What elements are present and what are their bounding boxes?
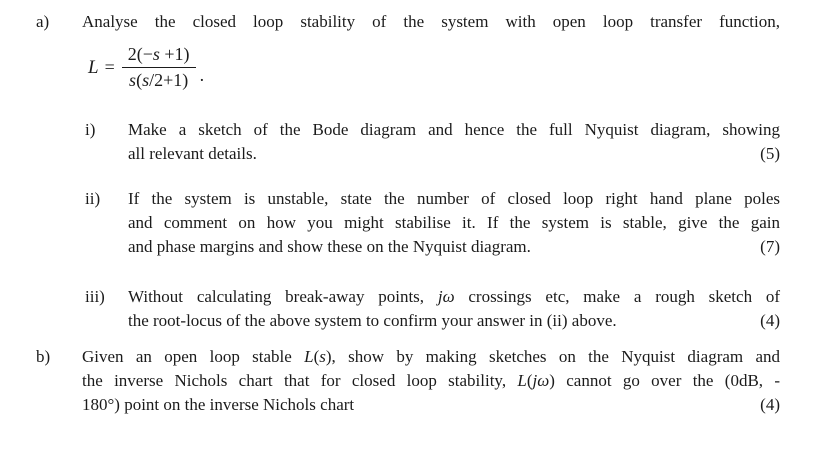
text-segment: the inverse Nichols chart that for closed loop stability, bbox=[82, 371, 518, 390]
formula-equals-sign: = bbox=[104, 56, 115, 77]
text-segment: crossings etc, make a rough sketch of bbox=[454, 287, 781, 306]
text-segment: s bbox=[152, 43, 160, 64]
text-line bbox=[82, 345, 780, 369]
text-line bbox=[128, 187, 780, 211]
question-item-iii bbox=[0, 285, 780, 333]
text-segment: If the system is unstable, state the number of closed loop right hand plane poles bbox=[128, 189, 780, 208]
transfer-function-formula bbox=[0, 38, 780, 96]
text-segment: ), show by making sketches on the Nyquist diagram and bbox=[325, 347, 780, 366]
text-segment: s bbox=[319, 347, 326, 366]
text-segment: 2(− bbox=[127, 43, 153, 64]
text-segment: jω bbox=[532, 371, 550, 390]
part-b-content bbox=[82, 345, 780, 417]
question-item-ii bbox=[0, 187, 780, 259]
part-a-label: a) bbox=[36, 12, 50, 31]
item-iii-marks: (4) bbox=[760, 311, 780, 330]
text-line bbox=[128, 285, 780, 309]
text-segment: all relevant details. bbox=[128, 144, 257, 163]
item-i-content bbox=[128, 118, 780, 166]
text-segment: Without calculating break-away points, bbox=[128, 287, 438, 306]
text-segment: s bbox=[142, 69, 150, 90]
formula-fraction bbox=[122, 43, 196, 92]
item-ii-label: ii) bbox=[85, 189, 101, 208]
text-segment: 180°) point on the inverse Nichols chart bbox=[82, 395, 355, 414]
text-segment: L bbox=[517, 371, 527, 390]
part-a-content bbox=[82, 10, 780, 34]
text-segment: s bbox=[129, 69, 137, 90]
text-segment: Given an open loop stable bbox=[82, 347, 305, 366]
text-segment: ( bbox=[136, 69, 143, 90]
item-i-marks: (5) bbox=[760, 144, 780, 163]
item-ii-content bbox=[128, 187, 780, 259]
text-segment: ) cannot go over the (0dB, - bbox=[549, 371, 780, 390]
text-line bbox=[82, 10, 780, 34]
text-line bbox=[82, 393, 780, 417]
formula-denominator bbox=[129, 68, 188, 92]
text-segment: /2+1) bbox=[149, 69, 189, 90]
text-segment: +1) bbox=[159, 43, 190, 64]
part-b-label: b) bbox=[36, 347, 51, 366]
text-segment: Make a sketch of the Bode diagram and hence the full Nyquist diagram, showing bbox=[128, 120, 780, 139]
text-line bbox=[128, 235, 780, 259]
item-ii-marks: (7) bbox=[760, 237, 780, 256]
text-segment: L bbox=[304, 347, 314, 366]
question-item-i bbox=[0, 118, 780, 166]
text-line bbox=[128, 118, 780, 142]
text-line bbox=[82, 369, 780, 393]
text-segment: Analyse the closed loop stability of the system with open loop transfer function, bbox=[82, 12, 780, 31]
item-iii-label: iii) bbox=[85, 287, 105, 306]
formula-lhs: L bbox=[88, 56, 99, 78]
text-line bbox=[128, 211, 780, 235]
text-segment: ( bbox=[313, 347, 320, 366]
part-a bbox=[0, 10, 780, 34]
text-segment: ( bbox=[526, 371, 533, 390]
item-iii-content bbox=[128, 285, 780, 333]
formula-numerator bbox=[122, 43, 196, 68]
text-line bbox=[128, 309, 780, 333]
formula-trailing-period: . bbox=[199, 64, 205, 85]
part-b bbox=[0, 345, 780, 417]
text-segment: the root-locus of the above system to confirm your answer in (ii) above. bbox=[128, 311, 617, 330]
text-line bbox=[128, 142, 780, 166]
text-segment: and comment on how you might stabilise it. If the system is stable, give the gain bbox=[128, 213, 780, 232]
item-i-label: i) bbox=[85, 120, 96, 139]
text-segment: and phase margins and show these on the Nyquist diagram. bbox=[128, 237, 531, 256]
part-b-marks: (4) bbox=[760, 395, 780, 414]
text-segment: jω bbox=[437, 287, 455, 306]
